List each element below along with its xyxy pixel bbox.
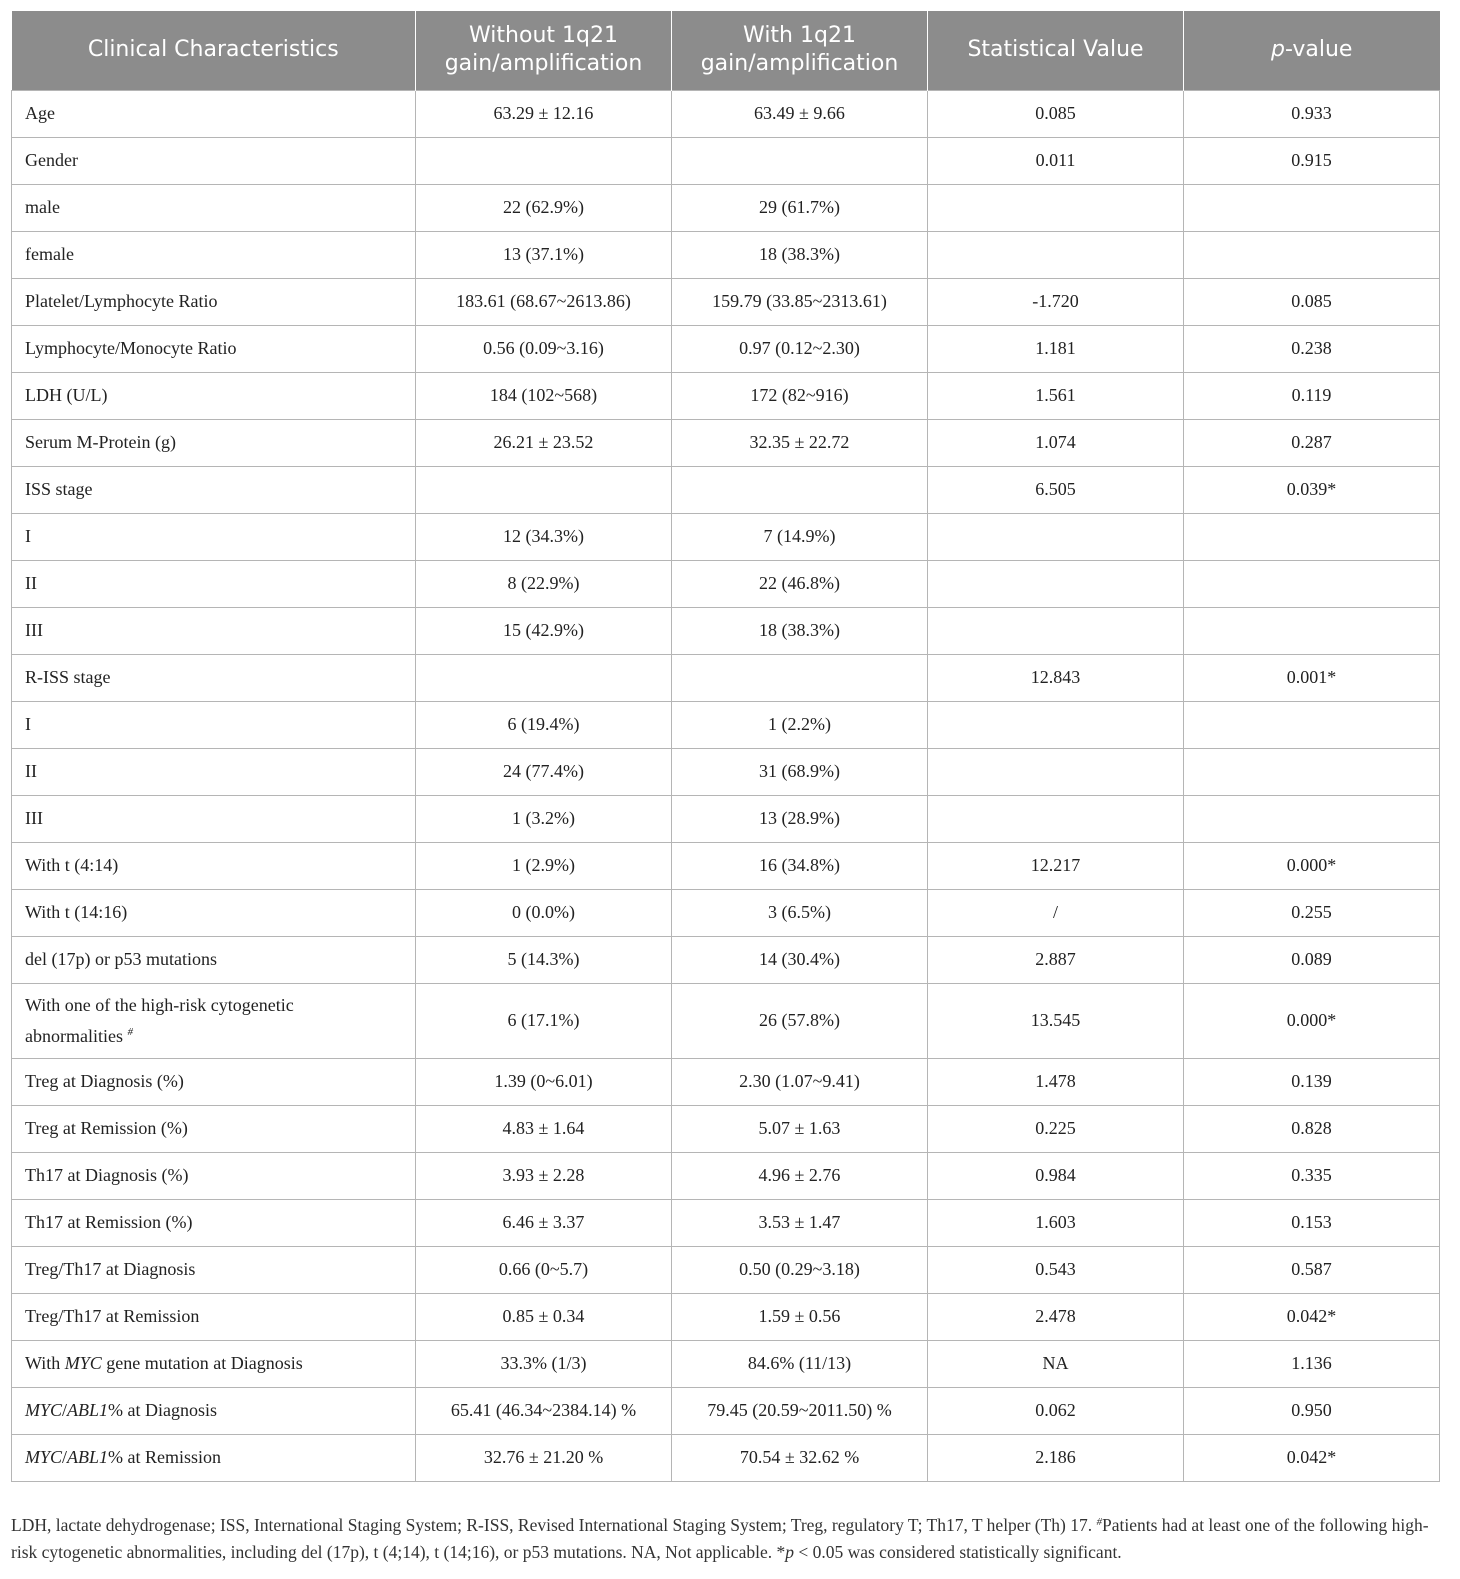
cell-with: 84.6% (11/13) [672, 1340, 928, 1387]
table-row [12, 1199, 1440, 1246]
cell-without: 184 (102~568) [416, 372, 672, 419]
table-row [12, 1293, 1440, 1340]
row-label: female [12, 231, 416, 278]
cell-stat: 0.085 [928, 90, 1184, 137]
row-label: Treg/Th17 at Remission [12, 1293, 416, 1340]
cell-with [672, 137, 928, 184]
row-label-gene2: ABL1 [67, 1400, 109, 1420]
cell-with: 32.35 ± 22.72 [672, 419, 928, 466]
table-row [12, 231, 1440, 278]
header-row [12, 11, 1440, 90]
row-label: Th17 at Diagnosis (%) [12, 1152, 416, 1199]
cell-p: 0.915 [1184, 137, 1440, 184]
table-row [12, 419, 1440, 466]
cell-without: 6 (17.1%) [416, 983, 672, 1058]
row-label: III [12, 607, 416, 654]
cell-stat: 2.478 [928, 1293, 1184, 1340]
row-label: R-ISS stage [12, 654, 416, 701]
cell-with: 172 (82~916) [672, 372, 928, 419]
cell-p [1184, 795, 1440, 842]
cell-stat: 12.217 [928, 842, 1184, 889]
cell-without: 1 (3.2%) [416, 795, 672, 842]
cell-with: 14 (30.4%) [672, 936, 928, 983]
header-p-rest: -value [1285, 37, 1353, 63]
cell-stat: 1.181 [928, 325, 1184, 372]
cell-without: 22 (62.9%) [416, 184, 672, 231]
table-row [12, 1340, 1440, 1387]
cell-stat: 0.225 [928, 1105, 1184, 1152]
cell-stat: 2.887 [928, 936, 1184, 983]
cell-stat: 13.545 [928, 983, 1184, 1058]
cell-stat: 0.984 [928, 1152, 1184, 1199]
cell-without: 6 (19.4%) [416, 701, 672, 748]
cell-stat: -1.720 [928, 278, 1184, 325]
cell-p: 0.000* [1184, 842, 1440, 889]
cell-p: 0.255 [1184, 889, 1440, 936]
table-row [12, 983, 1440, 1058]
cell-without: 0.66 (0~5.7) [416, 1246, 672, 1293]
table-row [12, 1105, 1440, 1152]
cell-without: 33.3% (1/3) [416, 1340, 672, 1387]
cell-with: 18 (38.3%) [672, 231, 928, 278]
row-label: LDH (U/L) [12, 372, 416, 419]
row-label-gene: MYC [64, 1353, 102, 1373]
cell-stat [928, 795, 1184, 842]
row-label [12, 1340, 416, 1387]
header-clinical-characteristics: Clinical Characteristics [12, 11, 416, 90]
cell-without: 65.41 (46.34~2384.14) % [416, 1387, 672, 1434]
row-label-sep: / [62, 1400, 68, 1420]
cell-with: 4.96 ± 2.76 [672, 1152, 928, 1199]
cell-without [416, 654, 672, 701]
cell-p [1184, 748, 1440, 795]
row-label: I [12, 513, 416, 560]
cell-without: 6.46 ± 3.37 [416, 1199, 672, 1246]
cell-p: 0.587 [1184, 1246, 1440, 1293]
cell-stat [928, 560, 1184, 607]
cell-stat [928, 748, 1184, 795]
cell-with: 13 (28.9%) [672, 795, 928, 842]
table-row [12, 1152, 1440, 1199]
row-label: del (17p) or p53 mutations [12, 936, 416, 983]
cell-p [1184, 560, 1440, 607]
cell-with: 5.07 ± 1.63 [672, 1105, 928, 1152]
row-label-gene: MYC [25, 1447, 63, 1467]
row-label: Platelet/Lymphocyte Ratio [12, 278, 416, 325]
table-row [12, 889, 1440, 936]
cell-with: 3.53 ± 1.47 [672, 1199, 928, 1246]
cell-with: 18 (38.3%) [672, 607, 928, 654]
header-p-value [1184, 11, 1440, 90]
row-label: Gender [12, 137, 416, 184]
row-label [12, 1387, 416, 1434]
cell-without: 12 (34.3%) [416, 513, 672, 560]
cell-stat: 1.478 [928, 1058, 1184, 1105]
cell-with: 70.54 ± 32.62 % [672, 1434, 928, 1481]
row-label: III [12, 795, 416, 842]
cell-p: 0.085 [1184, 278, 1440, 325]
row-label: Lymphocyte/Monocyte Ratio [12, 325, 416, 372]
table-row [12, 90, 1440, 137]
cell-stat [928, 184, 1184, 231]
cell-without: 63.29 ± 12.16 [416, 90, 672, 137]
cell-with: 29 (61.7%) [672, 184, 928, 231]
row-label: male [12, 184, 416, 231]
row-label: Treg/Th17 at Diagnosis [12, 1246, 416, 1293]
footnote-significance: < 0.05 was considered statistically significant. [793, 1542, 1122, 1562]
table-row [12, 466, 1440, 513]
row-label-gene2: ABL1 [67, 1447, 109, 1467]
cell-p [1184, 184, 1440, 231]
cell-p: 0.042* [1184, 1293, 1440, 1340]
cell-stat: 0.011 [928, 137, 1184, 184]
row-label: ISS stage [12, 466, 416, 513]
row-label: With t (14:16) [12, 889, 416, 936]
cell-without: 4.83 ± 1.64 [416, 1105, 672, 1152]
cell-without: 24 (77.4%) [416, 748, 672, 795]
cell-without: 1 (2.9%) [416, 842, 672, 889]
cell-stat [928, 513, 1184, 560]
cell-without: 13 (37.1%) [416, 231, 672, 278]
cell-stat: 1.603 [928, 1199, 1184, 1246]
table-footnote [11, 1509, 1449, 1566]
cell-without: 183.61 (68.67~2613.86) [416, 278, 672, 325]
cell-without: 15 (42.9%) [416, 607, 672, 654]
table-row [12, 654, 1440, 701]
cell-with: 2.30 (1.07~9.41) [672, 1058, 928, 1105]
cell-p [1184, 513, 1440, 560]
cell-without [416, 137, 672, 184]
cell-with: 22 (46.8%) [672, 560, 928, 607]
row-label: Treg at Remission (%) [12, 1105, 416, 1152]
cell-stat: NA [928, 1340, 1184, 1387]
cell-stat: 2.186 [928, 1434, 1184, 1481]
cell-with: 7 (14.9%) [672, 513, 928, 560]
cell-without: 1.39 (0~6.01) [416, 1058, 672, 1105]
table-row [12, 936, 1440, 983]
cell-stat [928, 701, 1184, 748]
cell-stat: / [928, 889, 1184, 936]
cell-with [672, 466, 928, 513]
cell-without: 0.56 (0.09~3.16) [416, 325, 672, 372]
row-label: Age [12, 90, 416, 137]
row-label-gene: MYC [25, 1400, 63, 1420]
row-label [12, 1434, 416, 1481]
cell-without: 0.85 ± 0.34 [416, 1293, 672, 1340]
cell-p: 0.950 [1184, 1387, 1440, 1434]
table-row [12, 278, 1440, 325]
row-label: II [12, 560, 416, 607]
footnote-definition: Patients had at least one of the following high-risk cytogenetic abnormalities, including del (17p), t (4;14), t (14;16), or p53 mutations. NA, Not applicable. * [11, 1515, 1429, 1562]
cell-stat: 1.074 [928, 419, 1184, 466]
cell-p [1184, 231, 1440, 278]
cell-with: 159.79 (33.85~2313.61) [672, 278, 928, 325]
row-label: II [12, 748, 416, 795]
table-row [12, 607, 1440, 654]
cell-p: 0.119 [1184, 372, 1440, 419]
cell-with: 26 (57.8%) [672, 983, 928, 1058]
footnote-marker: # [1096, 1516, 1102, 1528]
row-label [12, 983, 416, 1058]
header-p-italic: p [1271, 37, 1285, 63]
table-container [11, 11, 1439, 1482]
table-row [12, 137, 1440, 184]
cell-stat: 12.843 [928, 654, 1184, 701]
cell-without: 8 (22.9%) [416, 560, 672, 607]
cell-p: 0.000* [1184, 983, 1440, 1058]
row-label: With t (4:14) [12, 842, 416, 889]
footnote-abbreviations: LDH, lactate dehydrogenase; ISS, International Staging System; R-ISS, Revised International Staging System; Treg, regulatory T; Th17, T helper (Th) 17. [11, 1515, 1097, 1535]
row-label: Serum M-Protein (g) [12, 419, 416, 466]
table-row [12, 513, 1440, 560]
cell-without: 0 (0.0%) [416, 889, 672, 936]
row-label-post: gene mutation at Diagnosis [101, 1353, 303, 1373]
cell-p: 0.933 [1184, 90, 1440, 137]
cell-p: 0.089 [1184, 936, 1440, 983]
table-row [12, 701, 1440, 748]
row-label-pre: With [25, 1353, 65, 1373]
cell-without: 32.76 ± 21.20 % [416, 1434, 672, 1481]
cell-p: 0.238 [1184, 325, 1440, 372]
cell-stat: 1.561 [928, 372, 1184, 419]
cell-with: 79.45 (20.59~2011.50) % [672, 1387, 928, 1434]
row-label: I [12, 701, 416, 748]
cell-with: 63.49 ± 9.66 [672, 90, 928, 137]
table-row [12, 1387, 1440, 1434]
cell-without: 5 (14.3%) [416, 936, 672, 983]
footnote-p-italic: p [785, 1542, 794, 1562]
cell-p: 0.042* [1184, 1434, 1440, 1481]
cell-with: 0.97 (0.12~2.30) [672, 325, 928, 372]
cell-p: 0.001* [1184, 654, 1440, 701]
cell-p: 0.039* [1184, 466, 1440, 513]
table-row [12, 325, 1440, 372]
table-row [12, 795, 1440, 842]
row-label-line2: abnormalities [25, 1025, 123, 1046]
table-row [12, 1434, 1440, 1481]
row-label-post: % at Remission [108, 1447, 222, 1467]
cell-stat [928, 607, 1184, 654]
cell-p [1184, 607, 1440, 654]
cell-p: 0.828 [1184, 1105, 1440, 1152]
cell-p: 0.335 [1184, 1152, 1440, 1199]
header-statistical-value: Statistical Value [928, 11, 1184, 90]
footnote-marker: # [127, 1025, 133, 1038]
table-row [12, 842, 1440, 889]
cell-p: 1.136 [1184, 1340, 1440, 1387]
table-row [12, 372, 1440, 419]
table-row [12, 1058, 1440, 1105]
cell-p: 0.139 [1184, 1058, 1440, 1105]
row-label: Th17 at Remission (%) [12, 1199, 416, 1246]
row-label: Treg at Diagnosis (%) [12, 1058, 416, 1105]
table-row [12, 184, 1440, 231]
cell-stat: 0.543 [928, 1246, 1184, 1293]
cell-with: 1.59 ± 0.56 [672, 1293, 928, 1340]
clinical-characteristics-table [11, 11, 1440, 1482]
header-with-1q21: With 1q21 gain/amplification [672, 11, 928, 90]
row-label-post: % at Diagnosis [108, 1400, 218, 1420]
cell-stat: 6.505 [928, 466, 1184, 513]
cell-p [1184, 701, 1440, 748]
cell-with: 16 (34.8%) [672, 842, 928, 889]
row-label-line1: With one of the high-risk cytogenetic [25, 994, 294, 1015]
cell-without: 3.93 ± 2.28 [416, 1152, 672, 1199]
cell-with [672, 654, 928, 701]
cell-with: 31 (68.9%) [672, 748, 928, 795]
table-row [12, 560, 1440, 607]
table-row [12, 1246, 1440, 1293]
cell-with: 0.50 (0.29~3.18) [672, 1246, 928, 1293]
table-row [12, 748, 1440, 795]
cell-p: 0.287 [1184, 419, 1440, 466]
cell-p: 0.153 [1184, 1199, 1440, 1246]
cell-without [416, 466, 672, 513]
cell-stat: 0.062 [928, 1387, 1184, 1434]
cell-without: 26.21 ± 23.52 [416, 419, 672, 466]
cell-with: 3 (6.5%) [672, 889, 928, 936]
row-label-sep: / [62, 1447, 68, 1467]
cell-stat [928, 231, 1184, 278]
cell-with: 1 (2.2%) [672, 701, 928, 748]
header-without-1q21: Without 1q21 gain/amplification [416, 11, 672, 90]
